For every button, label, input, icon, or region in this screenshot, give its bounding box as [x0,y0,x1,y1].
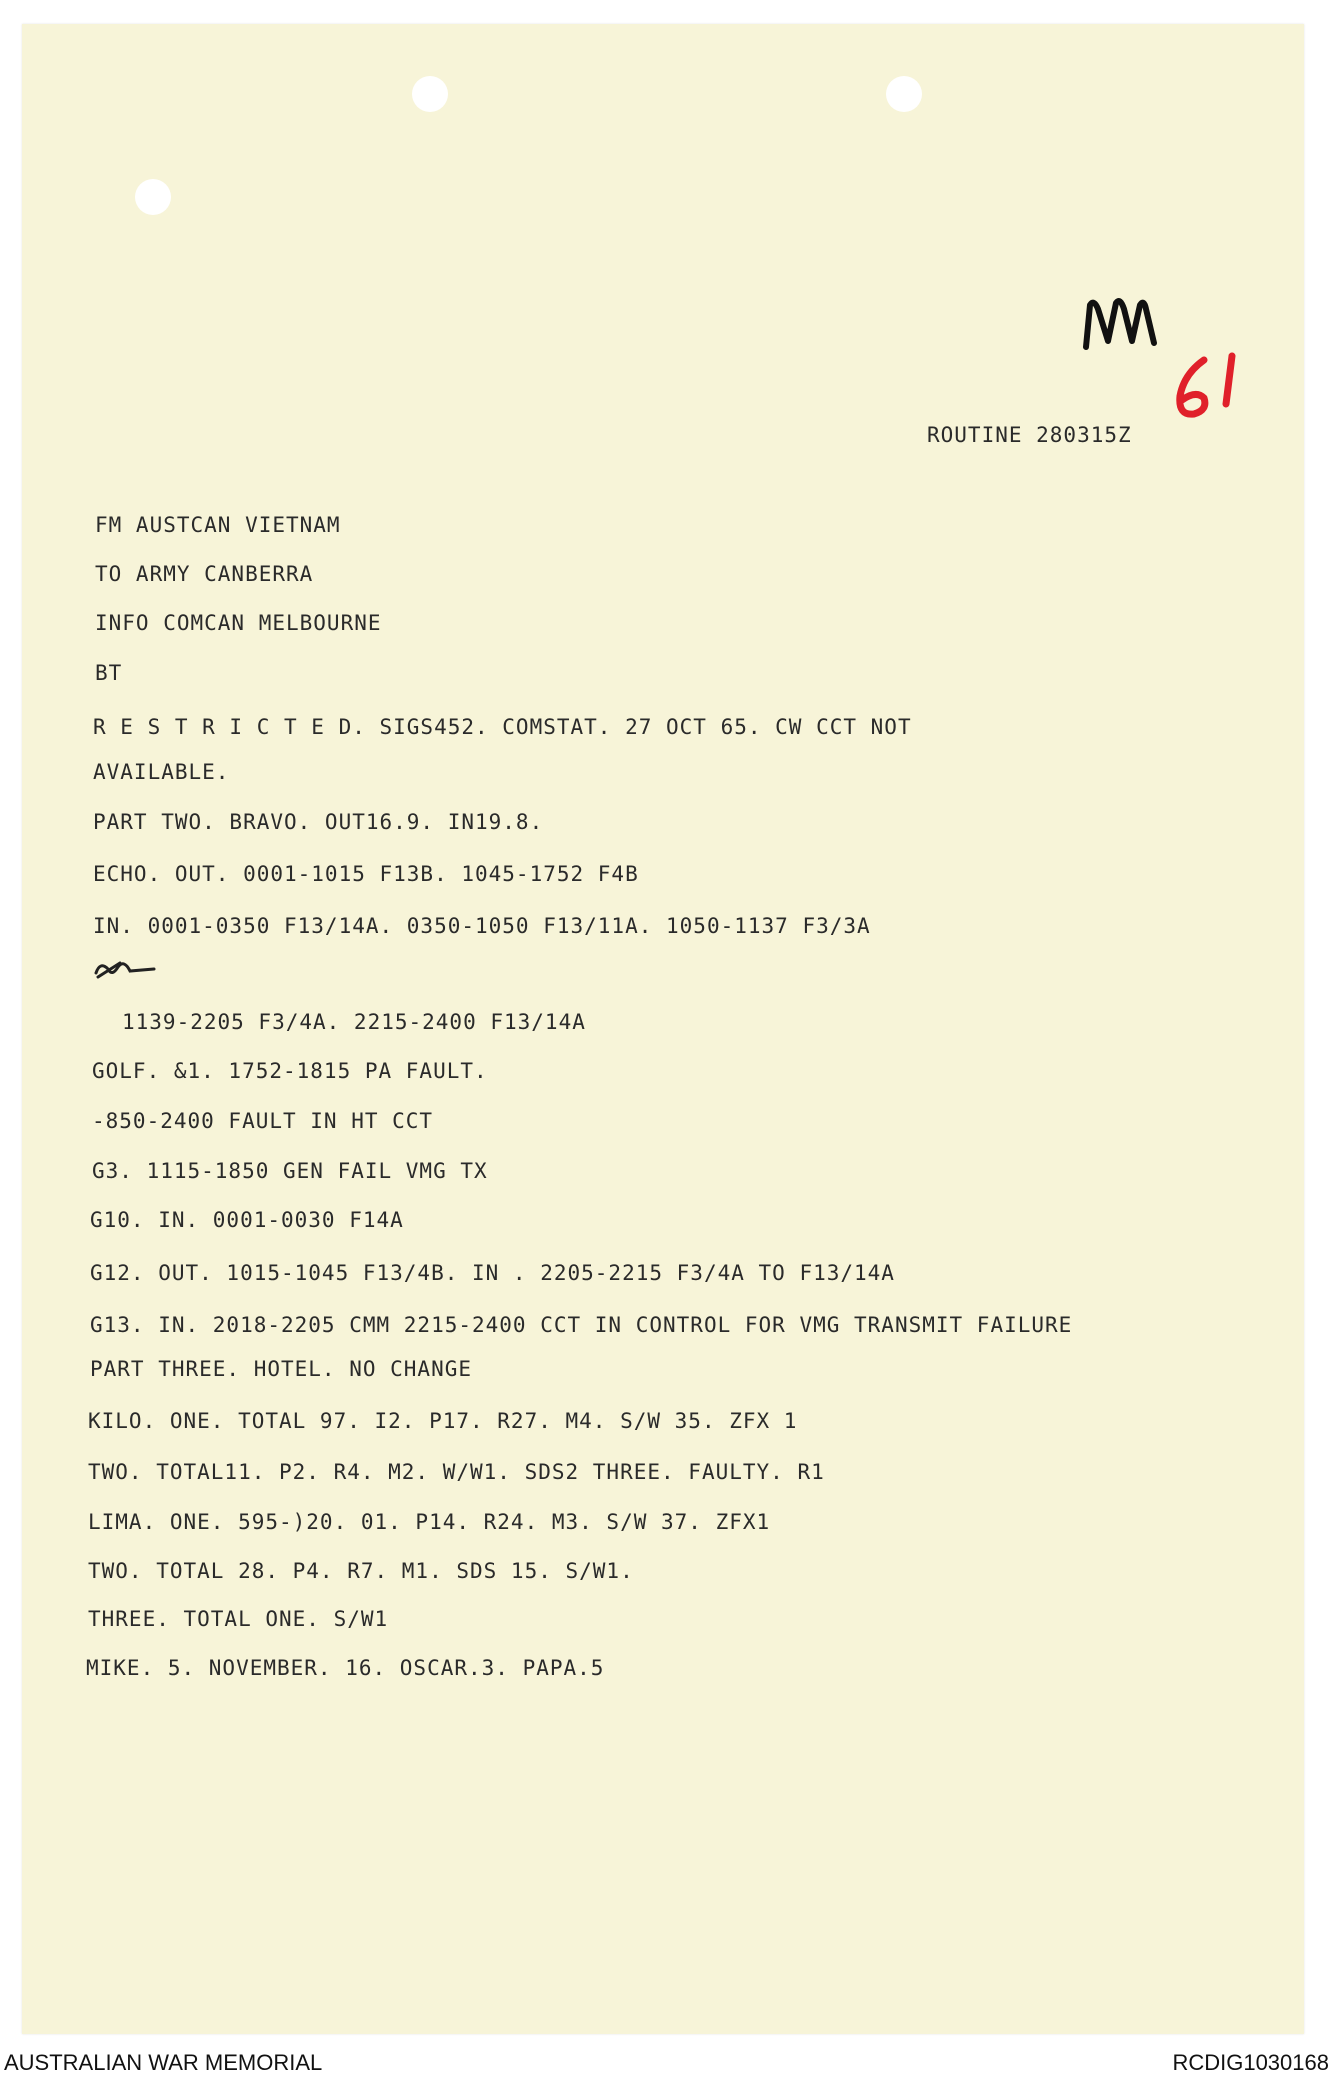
to-line: TO ARMY CANBERRA [95,562,314,586]
correction-mark [90,955,158,985]
punch-hole [412,76,448,112]
from-line: FM AUSTCAN VIETNAM [95,513,341,537]
handwritten-number [1170,352,1245,424]
footer-reference: RCDIG1030168 [1172,2050,1329,2075]
handwritten-initials [1080,295,1160,355]
bt-line: BT [95,661,123,685]
punch-hole [886,76,922,112]
message-line: LIMA. ONE. 595-)20. 01. P14. R24. M3. S/W 37. ZFX1 [88,1510,771,1534]
message-line: AVAILABLE. [93,760,230,784]
message-line: PART TWO. BRAVO. OUT16.9. IN19.8. [93,810,544,834]
message-line: ECHO. OUT. 0001-1015 F13B. 1045-1752 F4B [93,862,639,886]
message-line: G13. IN. 2018-2205 CMM 2215-2400 CCT IN CONTROL FOR VMG TRANSMIT FAILURE [90,1313,1073,1337]
message-line: PART THREE. HOTEL. NO CHANGE [90,1357,473,1381]
message-line: G3. 1115-1850 GEN FAIL VMG TX [92,1159,488,1183]
message-line: MIKE. 5. NOVEMBER. 16. OSCAR.3. PAPA.5 [86,1656,605,1680]
message-line: THREE. TOTAL ONE. S/W1 [88,1607,389,1631]
message-line: TWO. TOTAL11. P2. R4. M2. W/W1. SDS2 THREE. FAULTY. R1 [88,1460,825,1484]
message-line: TWO. TOTAL 28. P4. R7. M1. SDS 15. S/W1. [88,1559,634,1583]
message-line: R E S T R I C T E D. SIGS452. COMSTAT. 27 OCT 65. CW CCT NOT [93,715,912,739]
message-line: G10. IN. 0001-0030 F14A [90,1208,404,1232]
routine-header: ROUTINE 280315Z [927,423,1132,447]
message-line: GOLF. &1. 1752-1815 PA FAULT. [92,1059,488,1083]
message-line: G12. OUT. 1015-1045 F13/4B. IN . 2205-2215 F3/4A TO F13/14A [90,1261,895,1285]
info-line: INFO COMCAN MELBOURNE [95,611,382,635]
message-line: KILO. ONE. TOTAL 97. I2. P17. R27. M4. S/W 35. ZFX 1 [88,1409,798,1433]
punch-hole [135,179,171,215]
message-line: 1139-2205 F3/4A. 2215-2400 F13/14A [122,1010,586,1034]
footer-credit: AUSTRALIAN WAR MEMORIAL [4,2050,323,2075]
message-line: -850-2400 FAULT IN HT CCT [92,1109,434,1133]
message-line: IN. 0001-0350 F13/14A. 0350-1050 F13/11A. 1050-1137 F3/3A [93,914,871,938]
